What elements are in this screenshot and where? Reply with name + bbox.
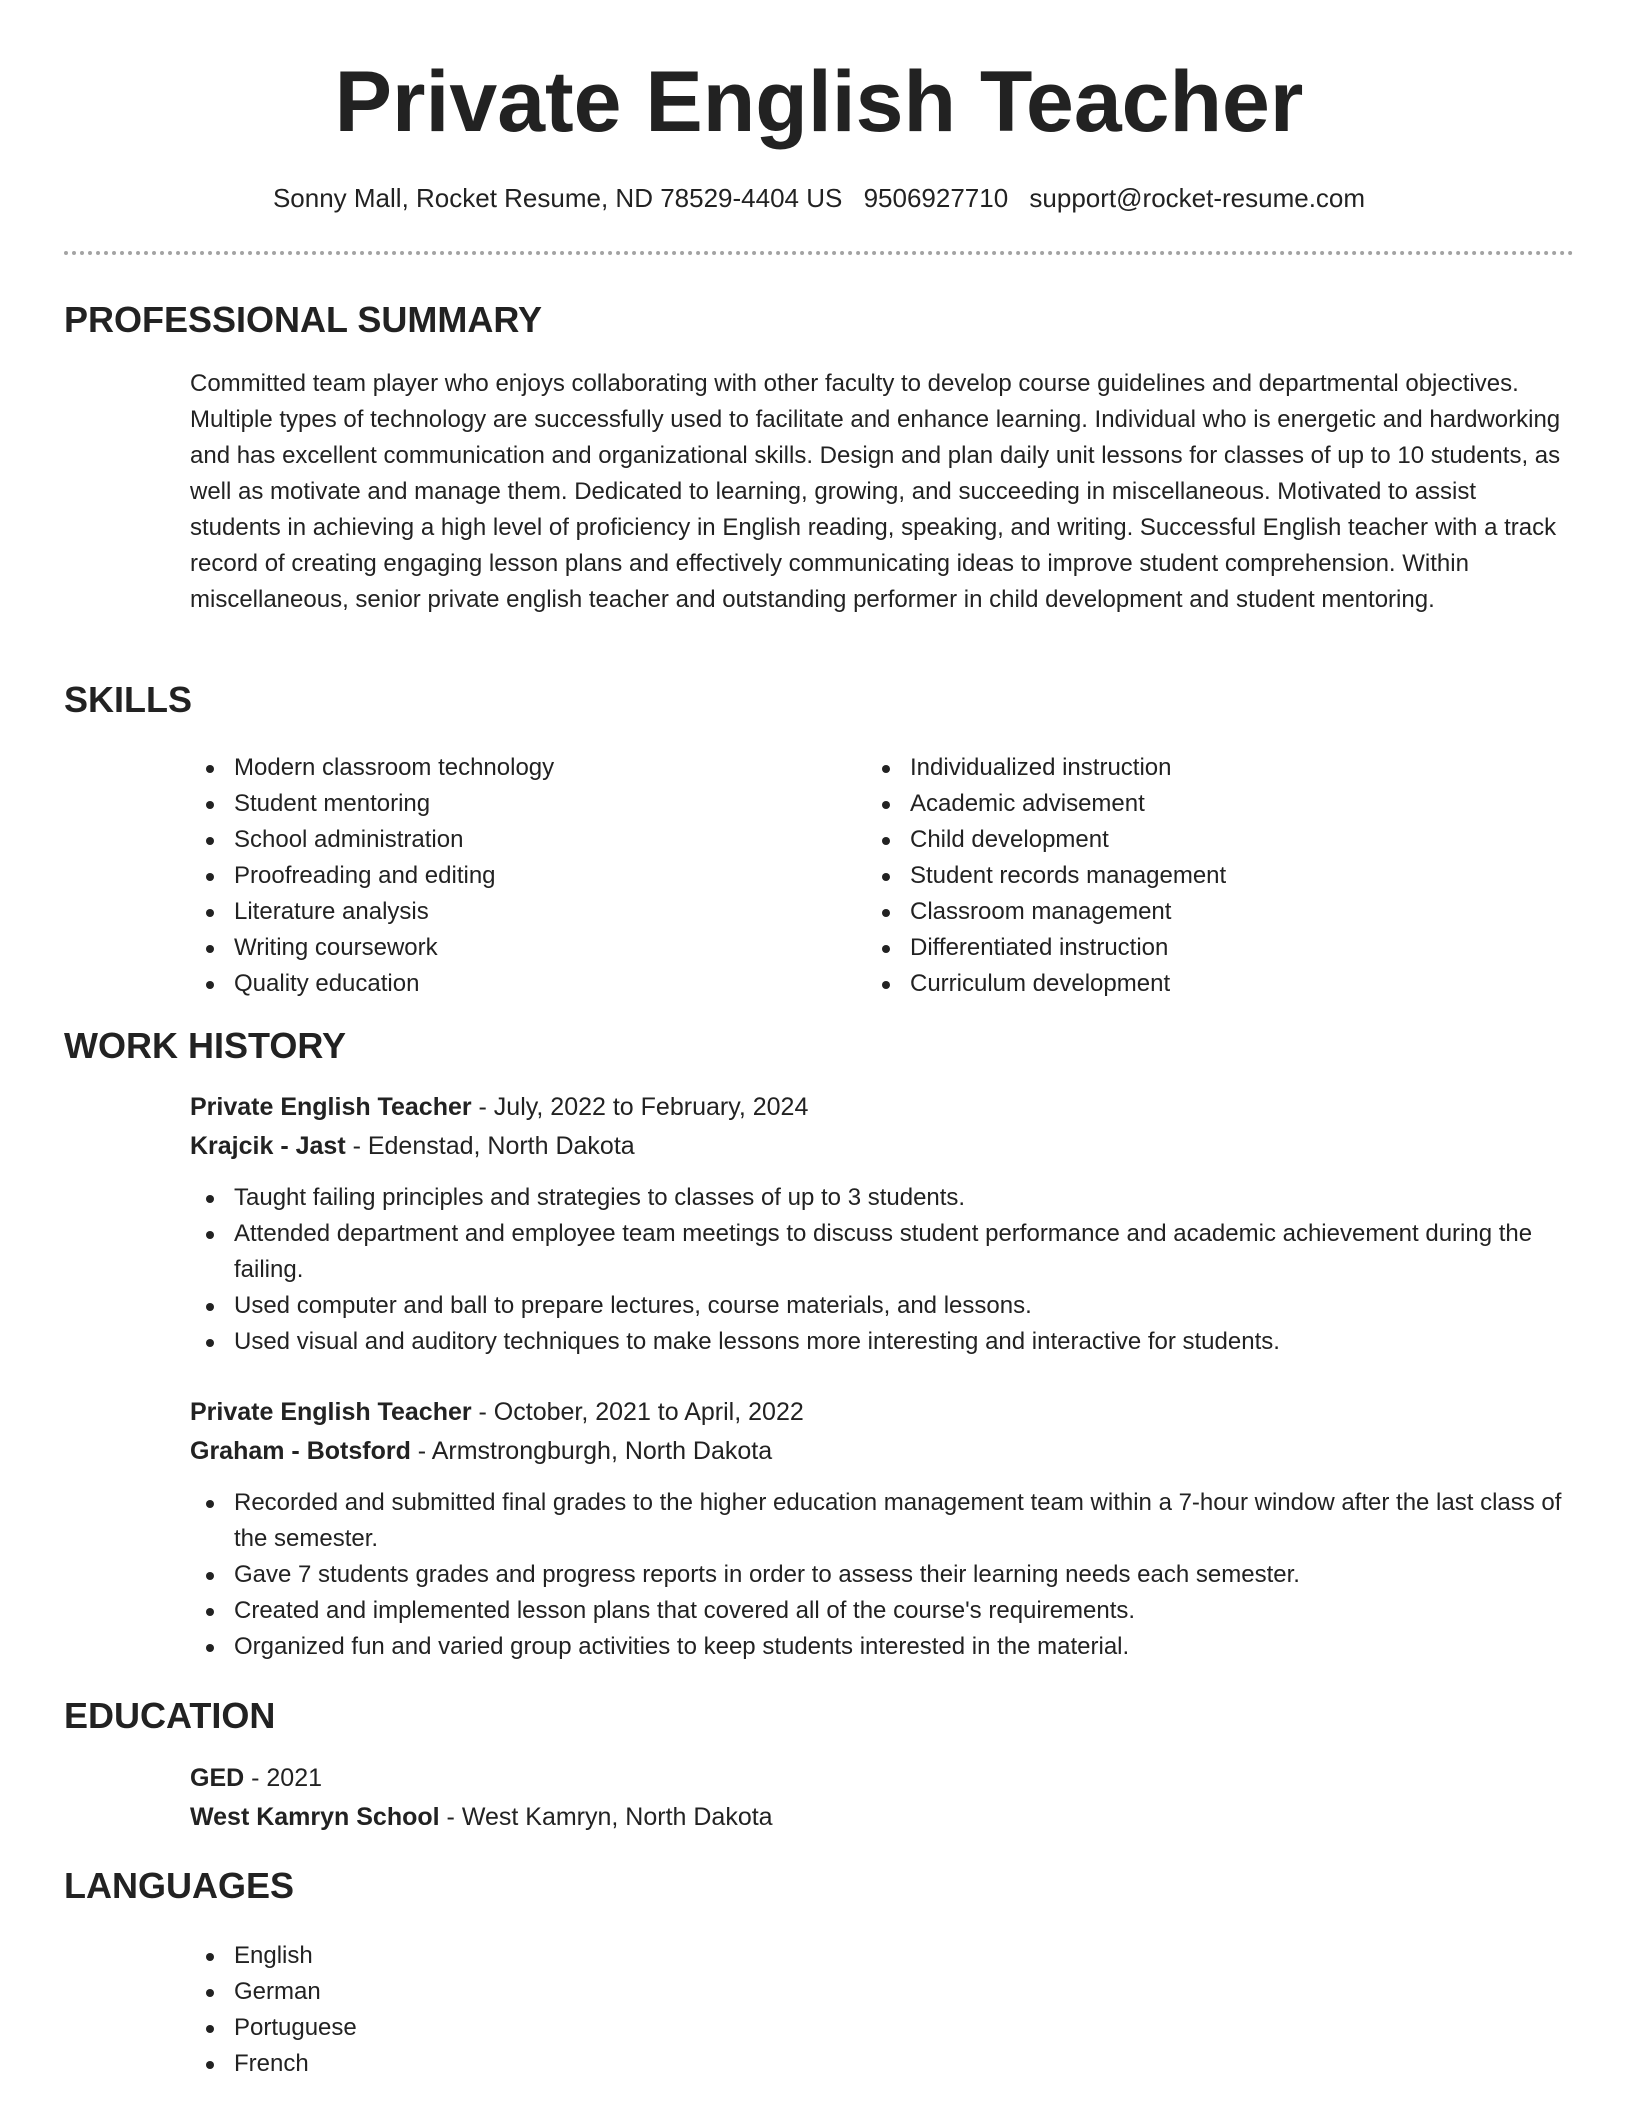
- job-role: Private English Teacher: [190, 1398, 472, 1426]
- job-company-line: [190, 1127, 1570, 1166]
- work-history-heading: WORK HISTORY: [64, 1025, 347, 1066]
- skill-item: Modern classroom technology: [190, 750, 830, 786]
- skill-item: Academic advisement: [866, 786, 1506, 822]
- job-duty-item: Organized fun and varied group activities to keep students interested in the material.: [190, 1629, 1570, 1665]
- skills-list-right: [866, 750, 1506, 1002]
- contact-line: [64, 180, 1574, 216]
- skill-item: Student records management: [866, 858, 1506, 894]
- languages-list: [190, 1938, 1570, 2082]
- job-duties: [190, 1180, 1570, 1360]
- job-company: Krajcik - Jast: [190, 1132, 346, 1160]
- skill-item: Writing coursework: [190, 930, 830, 966]
- job-location: - Edenstad, North Dakota: [345, 1132, 635, 1160]
- contact-phone: 9506927710: [863, 183, 1009, 213]
- header-divider: [64, 251, 1574, 255]
- skill-item: Child development: [866, 822, 1506, 858]
- skills-column-right: [866, 750, 1506, 1002]
- job-location: - Armstrongburgh, North Dakota: [410, 1437, 773, 1465]
- job-company: Graham - Botsford: [190, 1437, 411, 1465]
- job-entry: [190, 1088, 1570, 1360]
- languages-block: [190, 1924, 1570, 2082]
- language-item: Portuguese: [190, 2010, 1570, 2046]
- job-duty-item: Used visual and auditory techniques to make lessons more interesting and interactive for students.: [190, 1324, 1570, 1360]
- contact-address: Sonny Mall, Rocket Resume, ND 78529-4404 US: [272, 183, 843, 213]
- education-degree: GED: [190, 1764, 245, 1792]
- skills-heading: SKILLS: [64, 679, 193, 720]
- job-duty-item: Taught failing principles and strategies to classes of up to 3 students.: [190, 1180, 1570, 1216]
- education-entry: [190, 1759, 1570, 1837]
- job-entry: [190, 1393, 1570, 1665]
- education-year: - 2021: [244, 1764, 323, 1792]
- summary-heading: PROFESSIONAL SUMMARY: [64, 299, 543, 340]
- job-title-line: [190, 1393, 1570, 1432]
- skill-item: Literature analysis: [190, 894, 830, 930]
- skills-list-left: [190, 750, 830, 1002]
- education-degree-line: [190, 1759, 1570, 1798]
- skill-item: Proofreading and editing: [190, 858, 830, 894]
- skill-item: Classroom management: [866, 894, 1506, 930]
- skill-item: School administration: [190, 822, 830, 858]
- education-school: West Kamryn School: [190, 1803, 440, 1831]
- language-item: French: [190, 2046, 1570, 2082]
- education-heading: EDUCATION: [64, 1695, 276, 1736]
- skill-item: Curriculum development: [866, 966, 1506, 1002]
- job-dates: - October, 2021 to April, 2022: [471, 1398, 804, 1426]
- job-company-line: [190, 1432, 1570, 1471]
- skill-item: Differentiated instruction: [866, 930, 1506, 966]
- education-school-line: [190, 1798, 1570, 1837]
- language-item: English: [190, 1938, 1570, 1974]
- job-duty-item: Attended department and employee team meetings to discuss student performance and academic achievement during the failing.: [190, 1216, 1570, 1288]
- job-duties: [190, 1485, 1570, 1665]
- language-item: German: [190, 1974, 1570, 2010]
- skill-item: Student mentoring: [190, 786, 830, 822]
- skill-item: Quality education: [190, 966, 830, 1002]
- summary-text: Committed team player who enjoys collaborating with other faculty to develop course guidelines and departmental objectives. Multiple types of technology are successfully used to facilitate and enhance learning. Individual who is energetic and hardworking and has excellent communication and organizational skills. Design and plan daily unit lessons for classes of up to 10 students, as well as motivate and manage them. Dedicated to learning, growing, and succeeding in miscellaneous. Motivated to assist students in achieving a high level of proficiency in English reading, speaking, and writing. Successful English teacher with a track record of creating engaging lesson plans and effectively communicating ideas to improve student comprehension. Within miscellaneous, senior private english teacher and outstanding performer in child development and student mentoring.: [190, 370, 1561, 613]
- job-duty-item: Used computer and ball to prepare lectures, course materials, and lessons.: [190, 1288, 1570, 1324]
- contact-email: support@rocket-resume.com: [1029, 183, 1366, 213]
- skills-column-left: [190, 750, 830, 1002]
- resume-name: Private English Teacher: [334, 54, 1304, 150]
- job-dates: - July, 2022 to February, 2024: [471, 1093, 809, 1121]
- job-role: Private English Teacher: [190, 1093, 472, 1121]
- skill-item: Individualized instruction: [866, 750, 1506, 786]
- languages-heading: LANGUAGES: [64, 1865, 295, 1906]
- job-duty-item: Gave 7 students grades and progress reports in order to assess their learning needs each semester.: [190, 1557, 1570, 1593]
- job-duty-item: Created and implemented lesson plans that covered all of the course's requirements.: [190, 1593, 1570, 1629]
- job-duty-item: Recorded and submitted final grades to the higher education management team within a 7-hour window after the last class of the semester.: [190, 1485, 1570, 1557]
- job-title-line: [190, 1088, 1570, 1127]
- education-location: - West Kamryn, North Dakota: [439, 1803, 773, 1831]
